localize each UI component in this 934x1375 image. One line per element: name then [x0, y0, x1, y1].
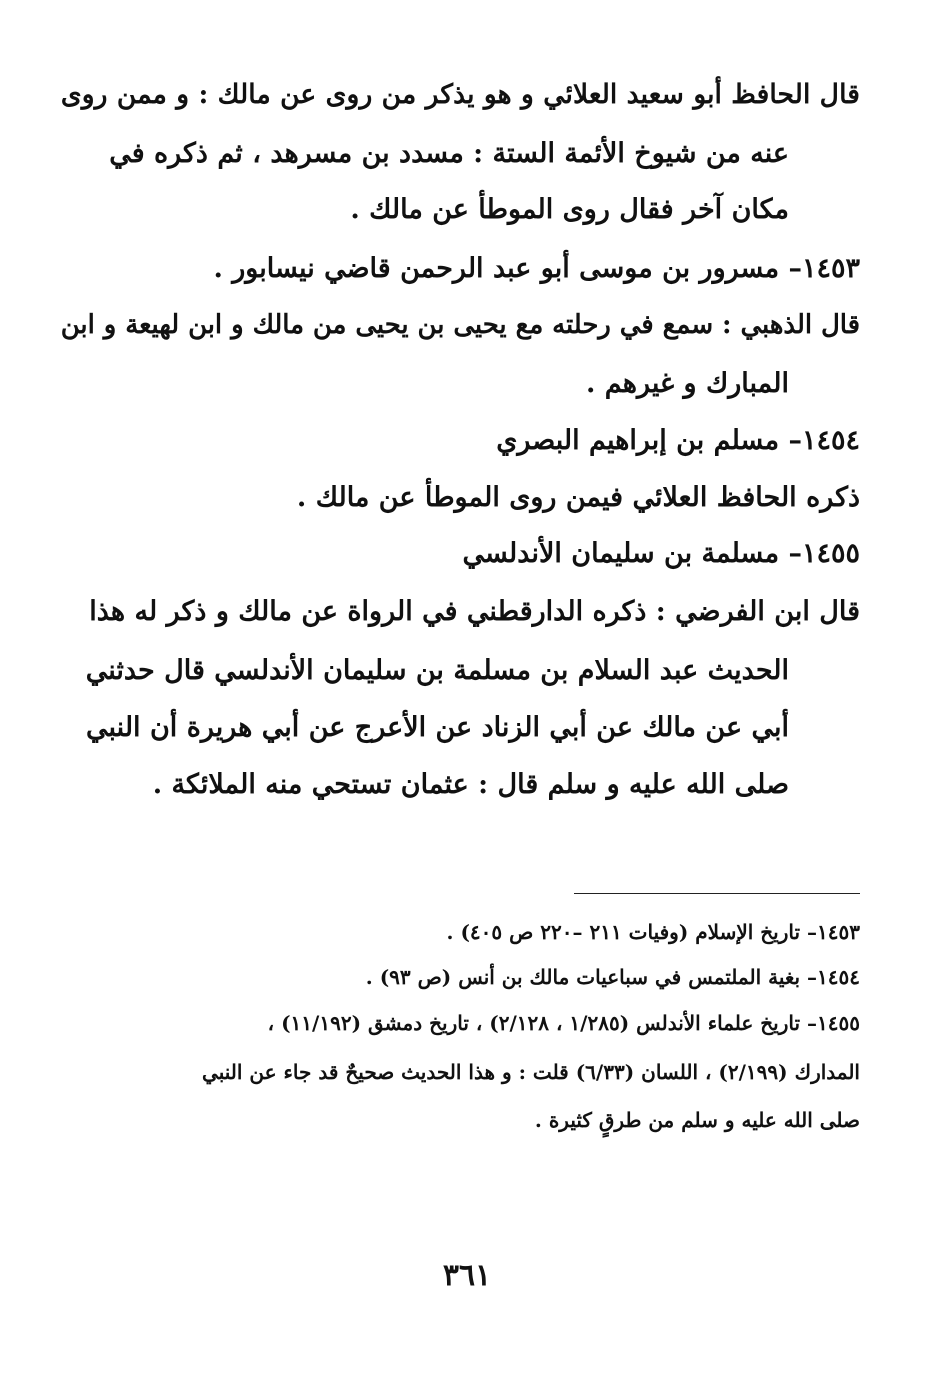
text-line-5: قال الذهبي : سمع في رحلته مع يحيى بن يحيى من مالك و ابن لهيعة و ابن	[60, 310, 860, 340]
entry-1455-heading: ١٤٥٥– مسلمة بن سليمان الأندلسي	[462, 538, 860, 569]
text-line-8: ذكره الحافظ العلائي فيمن روى الموطأ عن مالك .	[296, 482, 860, 513]
footnote-1454: ١٤٥٤– بغية الملتمس في سباعيات مالك بن أنس (ص ٩٣) .	[365, 965, 860, 989]
text-line-1: قال الحافظ أبو سعيد العلائي و هو يذكر من روى عن مالك : و ممن روى	[60, 79, 860, 110]
text-line-11: الحديث عبد السلام بن مسلمة بن سليمان الأندلسي قال حدثني	[85, 655, 789, 686]
text-line-10: قال ابن الفرضي : ذكره الدارقطني في الرواة عن مالك و ذكر له هذا	[89, 596, 860, 627]
text-line-2: عنه من شيوخ الأئمة الستة : مسدد بن مسرهد ، ثم ذكره في	[109, 138, 789, 169]
text-line-6: المبارك و غيرهم .	[585, 368, 789, 399]
footnote-1453: ١٤٥٣– تاريخ الإسلام (وفيات ٢١١ –٢٢٠ ص ٤٠٥) .	[446, 920, 860, 944]
entry-1453-heading: ١٤٥٣– مسرور بن موسى أبو عبد الرحمن قاضي نيسابور .	[213, 253, 860, 284]
footnote-1455: ١٤٥٥– تاريخ علماء الأندلس (١/٢٨٥ ، ٢/١٢٨) ، تاريخ دمشق (١١/١٩٢) ،	[267, 1011, 860, 1035]
footnote-1455-cont-1: المدارك (٢/١٩٩) ، اللسان (٦/٣٣) قلت : و هذا الحديث صحيحٌ قد جاء عن النبي	[202, 1060, 860, 1084]
footnote-divider	[574, 893, 860, 894]
entry-1454-heading: ١٤٥٤– مسلم بن إبراهيم البصري	[496, 425, 860, 456]
text-line-12: أبي عن مالك عن أبي الزناد عن الأعرج عن أبي هريرة أن النبي	[86, 712, 789, 743]
text-line-13: صلى الله عليه و سلم قال : عثمان تستحي منه الملائكة .	[152, 769, 789, 800]
text-line-3: مكان آخر فقال روى الموطأ عن مالك .	[350, 194, 789, 225]
footnote-1455-cont-2: صلى الله عليه و سلم من طرقٍ كثيرة .	[534, 1108, 860, 1132]
page-number: ٣٦١	[442, 1258, 492, 1293]
